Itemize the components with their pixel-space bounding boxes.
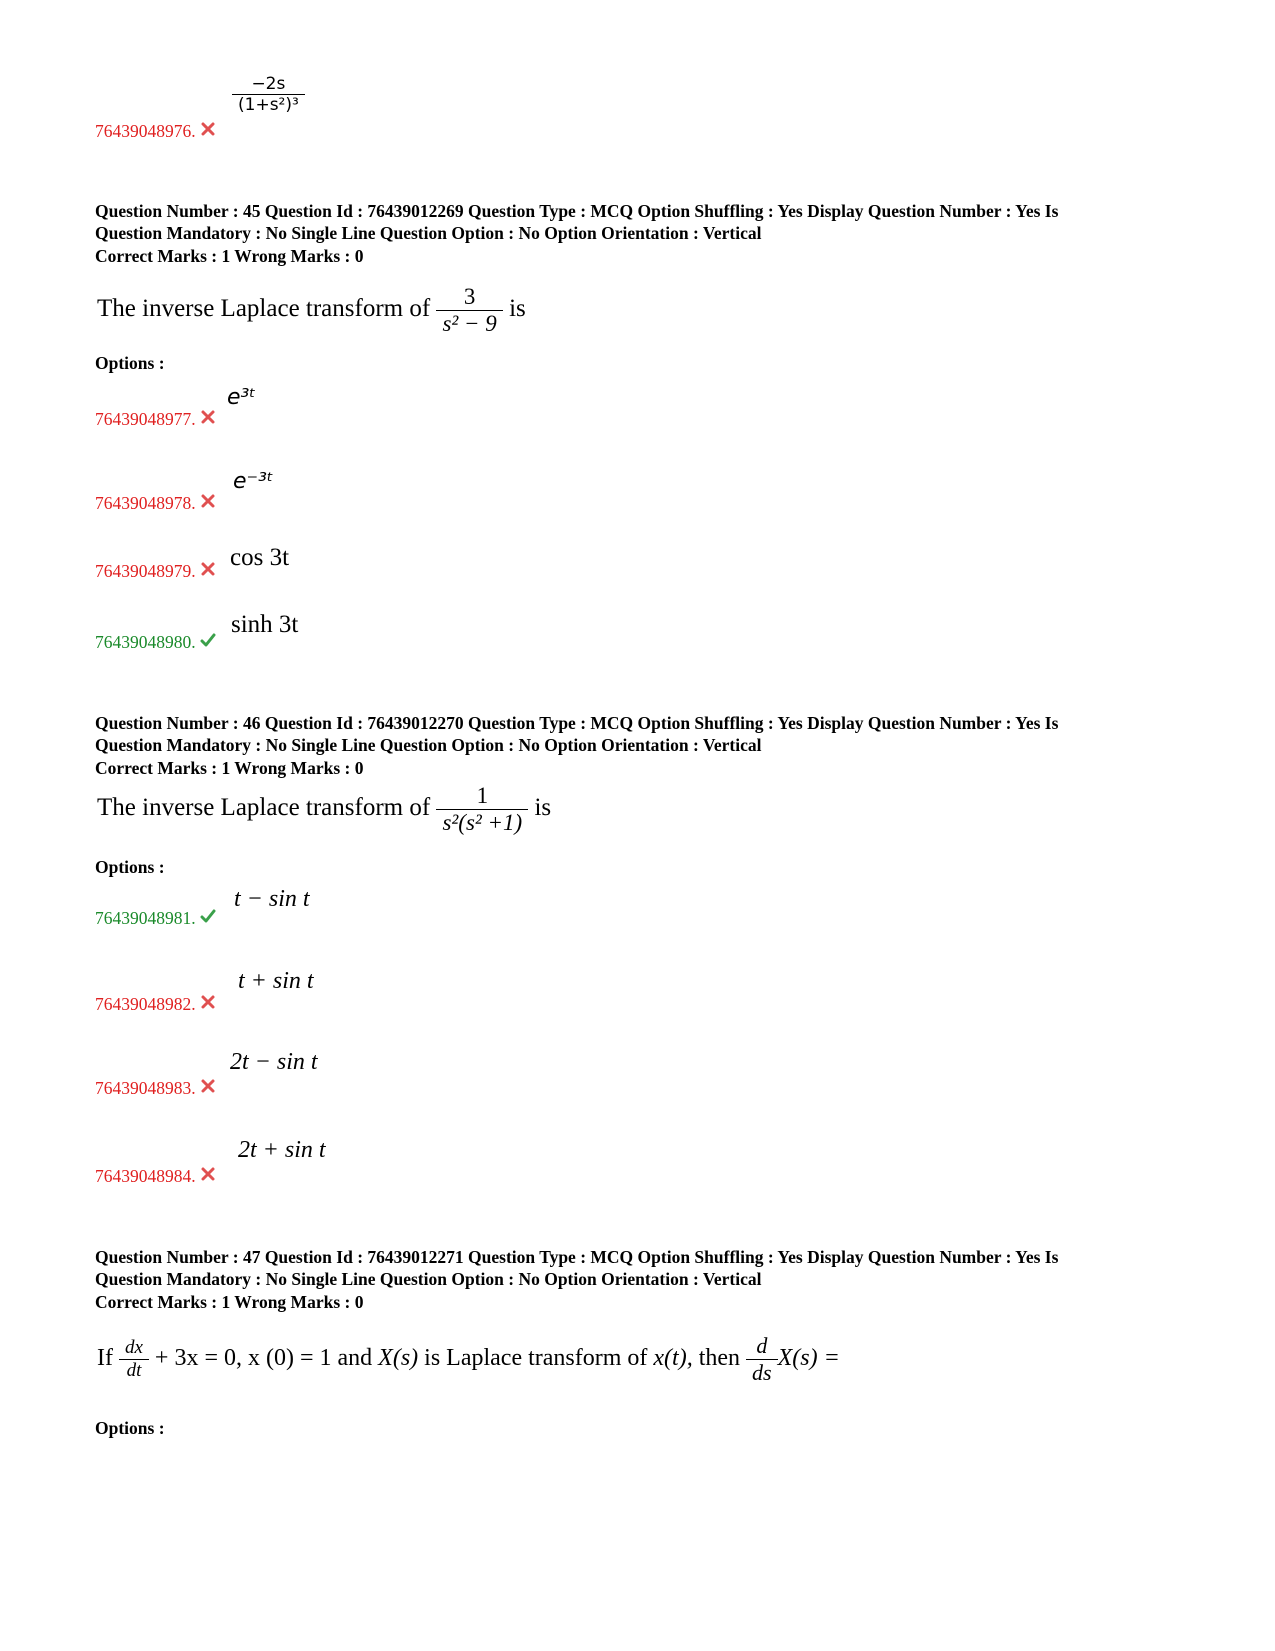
question-meta: Question Number : 47 Question Id : 76439012271 Question Type : MCQ Option Shuffling : Yes Display Question Number : Yes Is Question Mandatory : No Single Line Question Option : No Option Orientation : Vertical <box>95 1247 1059 1289</box>
option-id: 76439048978. <box>95 493 196 513</box>
option-math: e⁻³ᵗ <box>233 469 274 494</box>
cross-icon <box>200 561 216 577</box>
option-id: 76439048977. <box>95 409 196 429</box>
option-math: e³ᵗ <box>227 385 256 410</box>
option-id: 76439048982. <box>95 994 196 1014</box>
option-row <box>95 632 216 653</box>
check-icon <box>200 632 216 648</box>
option-math: cos 3t <box>230 544 290 571</box>
option-row <box>95 409 216 430</box>
option-row <box>95 1078 216 1099</box>
option-row <box>95 994 216 1015</box>
check-icon <box>200 908 216 924</box>
option-row <box>95 561 216 582</box>
option-id: 76439048983. <box>95 1078 196 1098</box>
option-id: 76439048981. <box>95 908 196 928</box>
option-id: 76439048984. <box>95 1166 196 1186</box>
question-text: The inverse Laplace transform of $\frac{3}{\text{s² − 9}}$ is <box>97 284 526 336</box>
cross-icon <box>200 1166 216 1182</box>
option-row <box>95 908 216 929</box>
question-meta: Question Number : 45 Question Id : 76439012269 Question Type : MCQ Option Shuffling : Yes Display Question Number : Yes Is Question Mandatory : No Single Line Question Option : No Option Orientation : Vertical <box>95 201 1059 243</box>
option-math: sinh 3t <box>231 611 299 638</box>
options-label: Options : <box>95 1418 165 1438</box>
option-row <box>95 1166 216 1187</box>
options-label: Options : <box>95 353 165 373</box>
option-math: 2t + sin t <box>238 1137 326 1163</box>
option-id: 76439048976. <box>95 121 196 141</box>
option-math: t + sin t <box>238 968 314 994</box>
cross-icon <box>200 1078 216 1094</box>
option-math: 2t − sin t <box>230 1049 318 1075</box>
option-id: 76439048979. <box>95 561 196 581</box>
option-row <box>95 493 216 514</box>
cross-icon <box>200 994 216 1010</box>
question-text: The inverse Laplace transform of $\frac{1}{\text{s²(s² +1)}}$ is <box>97 783 552 835</box>
options-label: Options : <box>95 857 165 877</box>
cross-icon <box>200 409 216 425</box>
marks-info: Correct Marks : 1 Wrong Marks : 0 <box>95 1292 364 1312</box>
marks-info: Correct Marks : 1 Wrong Marks : 0 <box>95 758 364 778</box>
cross-icon <box>200 493 216 509</box>
question-text: If $\frac{dx}{dt}$ + 3x = 0, x (0) = 1 and X(s) is Laplace transform of x(t), then $\frac{d}{ds}$ X(s) = <box>97 1333 840 1385</box>
option-math: t − sin t <box>234 886 310 912</box>
option-row <box>95 121 216 142</box>
question-meta: Question Number : 46 Question Id : 76439012270 Question Type : MCQ Option Shuffling : Yes Display Question Number : Yes Is Question Mandatory : No Single Line Question Option : No Option Orientation : Vertical <box>95 713 1059 755</box>
option-id: 76439048980. <box>95 632 196 652</box>
prev-option-math: $\frac{-2s}{\text{(1+s²)³}}$ <box>232 74 305 115</box>
marks-info: Correct Marks : 1 Wrong Marks : 0 <box>95 246 364 266</box>
cross-icon <box>200 121 216 137</box>
